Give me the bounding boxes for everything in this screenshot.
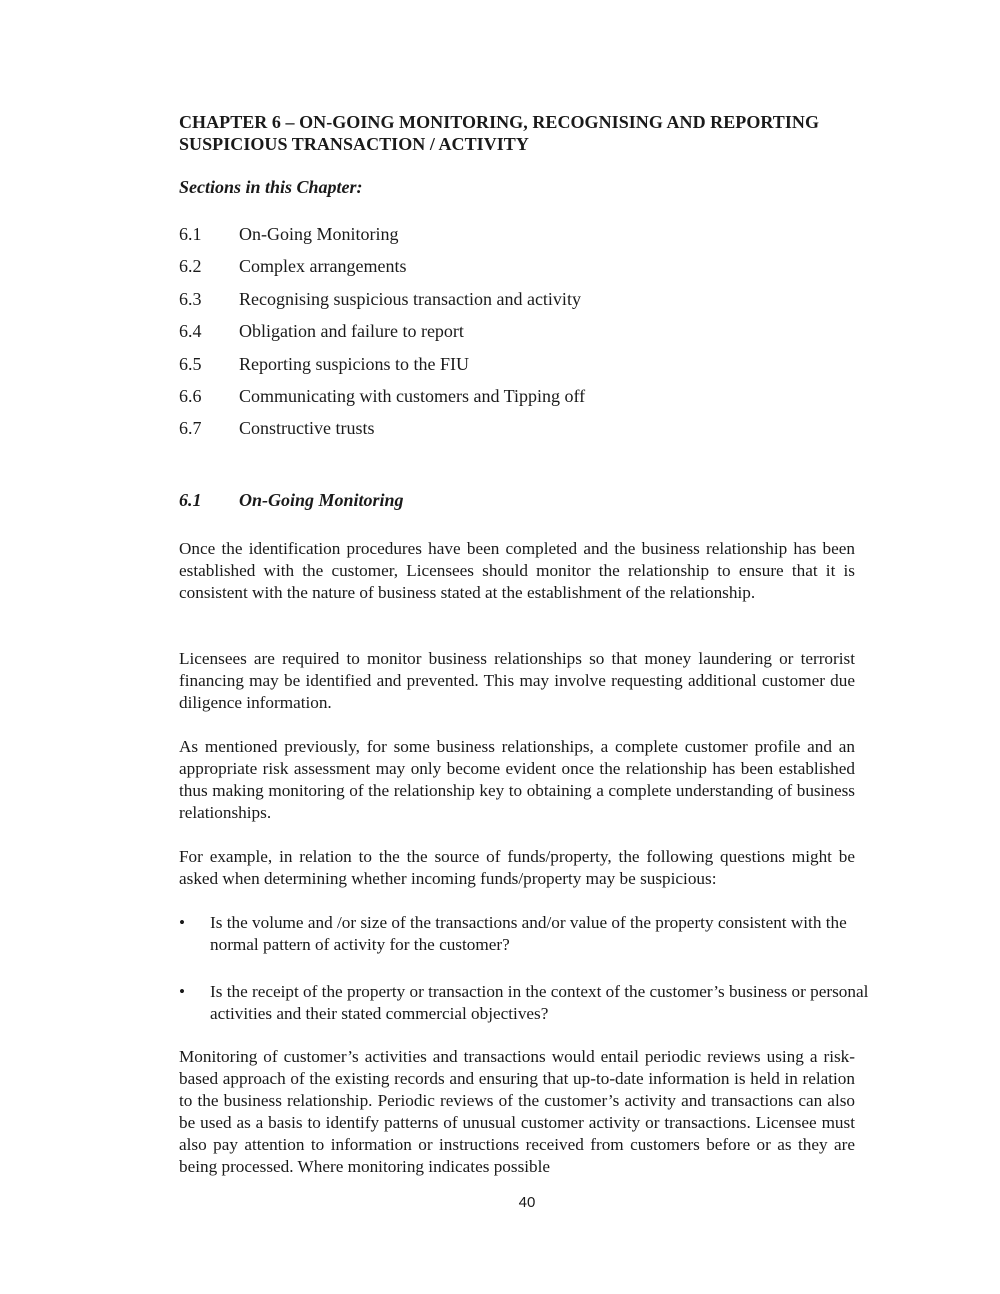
section-number: 6.1: [179, 490, 202, 510]
toc-item-label: Recognising suspicious transaction and activity: [239, 288, 581, 309]
body-paragraph: Licensees are required to monitor business relationships so that money laundering or terrorist financing may be identified and prevented. This may involve requesting additional customer due diligence information.: [179, 649, 855, 712]
toc-item-label: Reporting suspicions to the FIU: [239, 353, 469, 374]
toc-item-label: On-Going Monitoring: [239, 224, 399, 244]
bullet-text: Is the receipt of the property or transaction in the context of the customer’s business or personal activities and their stated commercial objectives?: [210, 982, 869, 1023]
body-paragraph: For example, in relation to the the source of funds/property, the following questions might be asked when determining whether incoming funds/property may be suspicious:: [179, 847, 855, 888]
page-number: 40: [518, 1194, 536, 1211]
body-paragraph: Once the identification procedures have been completed and the business relationship has been established with the customer, Licensees should monitor the relationship to ensure that it is consistent with the nature of business stated at the establishment of the relationship.: [179, 539, 855, 602]
sections-label: Sections in this Chapter:: [179, 177, 363, 197]
toc-item: [179, 320, 855, 352]
chapter-title: [179, 111, 855, 155]
toc-item: [179, 255, 855, 287]
toc-item: [179, 223, 855, 255]
toc-item-number: 6.1: [179, 224, 202, 244]
toc-item: [179, 417, 855, 449]
toc-item: [179, 288, 855, 320]
toc-item-number: 6.5: [179, 353, 202, 374]
toc-item-number: 6.3: [179, 288, 202, 309]
toc-item: [179, 353, 855, 385]
bullet-text: Is the volume and /or size of the transactions and/or value of the property consistent with the normal pattern of activity for the customer?: [210, 913, 847, 954]
chapter-title-line-1: CHAPTER 6 – ON-GOING MONITORING, RECOGNISING AND REPORTING: [179, 112, 819, 132]
chapter-title-line-2: SUSPICIOUS TRANSACTION / ACTIVITY: [179, 134, 529, 154]
body-paragraph: Monitoring of customer’s activities and transactions would entail periodic reviews using a risk-based approach of the existing records and ensuring that up-to-date information is held in relation to the business relationship. Periodic reviews of the customer’s activity and transactions can also be used as a basis to identify patterns of unusual customer activity or transactions. Licensee must also pay attention to information or instructions received from customers before or as they are being processed. Where monitoring indicates possible: [179, 1047, 855, 1176]
toc-item-label: Constructive trusts: [239, 418, 375, 439]
section-heading: [179, 489, 855, 511]
table-of-contents: [179, 223, 855, 450]
toc-item-number: 6.4: [179, 321, 202, 342]
bullet-item: [179, 981, 875, 1025]
toc-item-label: Complex arrangements: [239, 256, 407, 277]
bullet-item: [179, 912, 875, 956]
toc-item-label: Obligation and failure to report: [239, 321, 464, 342]
bullet-icon: •: [179, 982, 186, 1001]
body-paragraph: As mentioned previously, for some business relationships, a complete customer profile and an appropriate risk assessment may only become evident once the relationship has been established thus making monitoring of the relationship key to obtaining a complete understanding of business relationships.: [179, 737, 855, 822]
bullet-icon: •: [179, 913, 186, 932]
toc-item-number: 6.2: [179, 256, 202, 277]
toc-item-number: 6.7: [179, 418, 202, 439]
section-title: On-Going Monitoring: [239, 490, 404, 510]
toc-item-number: 6.6: [179, 385, 202, 406]
toc-item-label: Communicating with customers and Tipping off: [239, 385, 586, 406]
toc-item: [179, 385, 855, 417]
